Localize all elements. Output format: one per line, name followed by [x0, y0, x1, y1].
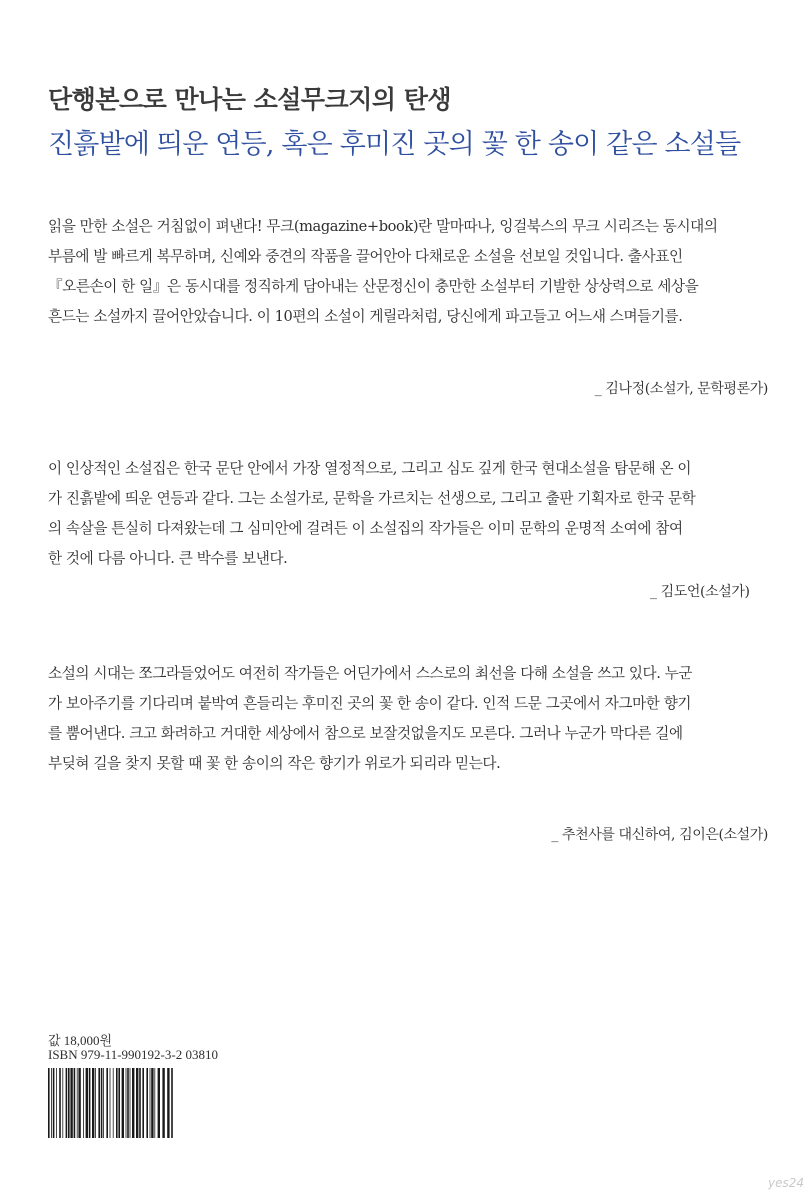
barcode-bar — [132, 1068, 134, 1138]
barcode-bar — [113, 1068, 114, 1138]
barcode-bar — [59, 1068, 61, 1138]
barcode-bar — [51, 1068, 52, 1138]
blurb-1-line: 읽을 만한 소설은 거침없이 펴낸다! 무크(magazine+book)란 말마따나, 잉걸북스의 무크 시리즈는 동시대의 — [48, 218, 718, 235]
barcode-bar — [83, 1068, 84, 1138]
blurb-3-line: 소설의 시대는 쪼그라들었어도 여전히 작가들은 어딘가에서 스스로의 최선을 다해 소설을 쓰고 있다. 누군 — [48, 665, 693, 682]
barcode-bar — [150, 1068, 151, 1138]
blurb-3-line: 부딪혀 길을 찾지 못할 때 꽃 한 송이의 작은 향기가 위로가 되리라 믿는다. — [48, 755, 501, 772]
subheadline: 진흙밭에 띄운 연등, 혹은 후미진 곳의 꽃 한 송이 같은 소설들 — [48, 129, 741, 160]
barcode-bar — [92, 1068, 94, 1138]
barcode-bar — [154, 1068, 155, 1138]
barcode-bar — [101, 1068, 103, 1138]
barcode-bar — [70, 1068, 72, 1138]
barcode-bar — [77, 1068, 78, 1138]
barcode-bar — [66, 1068, 68, 1138]
barcode-bar — [126, 1068, 127, 1138]
blurb-paragraph-2 — [48, 454, 768, 574]
blurb-paragraph-1 — [48, 212, 768, 332]
barcode-bar — [130, 1068, 131, 1138]
barcode-bar — [62, 1068, 63, 1138]
blurb-2-line: 가 진흙밭에 띄운 연등과 같다. 그는 소설가로, 문학을 가르치는 선생으로, 그리고 출판 기획자로 한국 문학 — [48, 490, 696, 507]
barcode-bar — [53, 1068, 55, 1138]
blurb-1-signature: _ 김나정(소설가, 문학평론가) — [594, 381, 768, 397]
barcode-bar — [98, 1068, 100, 1138]
barcode-bar — [158, 1068, 160, 1138]
barcode-bar — [162, 1068, 164, 1138]
barcode-icon — [48, 1068, 173, 1138]
barcode-bar — [74, 1068, 76, 1138]
blurb-2-line: 한 것에 다름 아니다. 큰 박수를 보낸다. — [48, 550, 288, 567]
blurb-3-line: 를 뿜어낸다. 크고 화려하고 거대한 세상에서 참으로 보잘것없을지도 모른다. 그러나 누군가 막다른 길에 — [48, 725, 683, 742]
barcode-bar — [136, 1068, 138, 1138]
barcode-bar — [151, 1068, 153, 1138]
barcode-bar — [167, 1068, 169, 1138]
barcode-bar — [86, 1068, 88, 1138]
blurb-2-signature: _ 김도언(소설가) — [650, 584, 750, 600]
barcode-bar — [95, 1068, 96, 1138]
barcode-bar — [146, 1068, 148, 1138]
watermark-logo: yes24 — [767, 1176, 804, 1190]
barcode-bar — [116, 1068, 118, 1138]
isbn: ISBN 979-11-990192-3-2 03810 — [48, 1047, 218, 1062]
barcode-bar — [110, 1068, 111, 1138]
barcode-bar — [78, 1068, 80, 1138]
blurb-paragraph-3 — [48, 659, 768, 779]
blurb-1-line: 흔드는 소설까지 끌어안았습니다. 이 10편의 소설이 게릴라처럼, 당신에게 파고들고 어느새 스며들기를. — [48, 308, 683, 325]
headline: 단행본으로 만나는 소설무크지의 탄생 — [48, 85, 452, 114]
barcode-bar — [89, 1068, 91, 1138]
barcode-bar — [48, 1068, 50, 1138]
barcode-bar — [142, 1068, 144, 1138]
price: 값 18,000원 — [48, 1033, 113, 1048]
blurb-1-line: 부름에 발 빠르게 복무하며, 신예와 중견의 작품을 끌어안아 다채로운 소설을 선보일 것입니다. 출사표인 — [48, 248, 683, 265]
blurb-2-line: 이 인상적인 소설집은 한국 문단 안에서 가장 열정적으로, 그리고 심도 깊게 한국 현대소설을 탐문해 온 이 — [48, 460, 692, 477]
barcode-bar — [103, 1068, 104, 1138]
blurb-2-line: 의 속살을 튼실히 다져왔는데 그 심미안에 걸려든 이 소설집의 작가들은 이미 문학의 운명적 소여에 참여 — [48, 520, 683, 537]
barcode-bar — [171, 1068, 173, 1138]
blurb-3-line: 가 보아주기를 기다리며 붙박여 흔들리는 후미진 곳의 꽃 한 송이 같다. 인적 드문 그곳에서 자그마한 향기 — [48, 695, 692, 712]
barcode-bar — [56, 1068, 57, 1138]
blurb-3-signature: _ 추천사를 대신하여, 김이은(소설가) — [551, 827, 768, 843]
barcode-bar — [122, 1068, 124, 1138]
blurb-1-line: 『오른손이 한 일』은 동시대를 정직하게 담아내는 산문정신이 충만한 소설부터 기발한 상상력으로 세상을 — [48, 278, 699, 295]
barcode-bar — [118, 1068, 120, 1138]
barcode-bar — [139, 1068, 141, 1138]
barcode-bar — [106, 1068, 108, 1138]
barcode-bar — [127, 1068, 129, 1138]
barcode-bar — [68, 1068, 70, 1138]
